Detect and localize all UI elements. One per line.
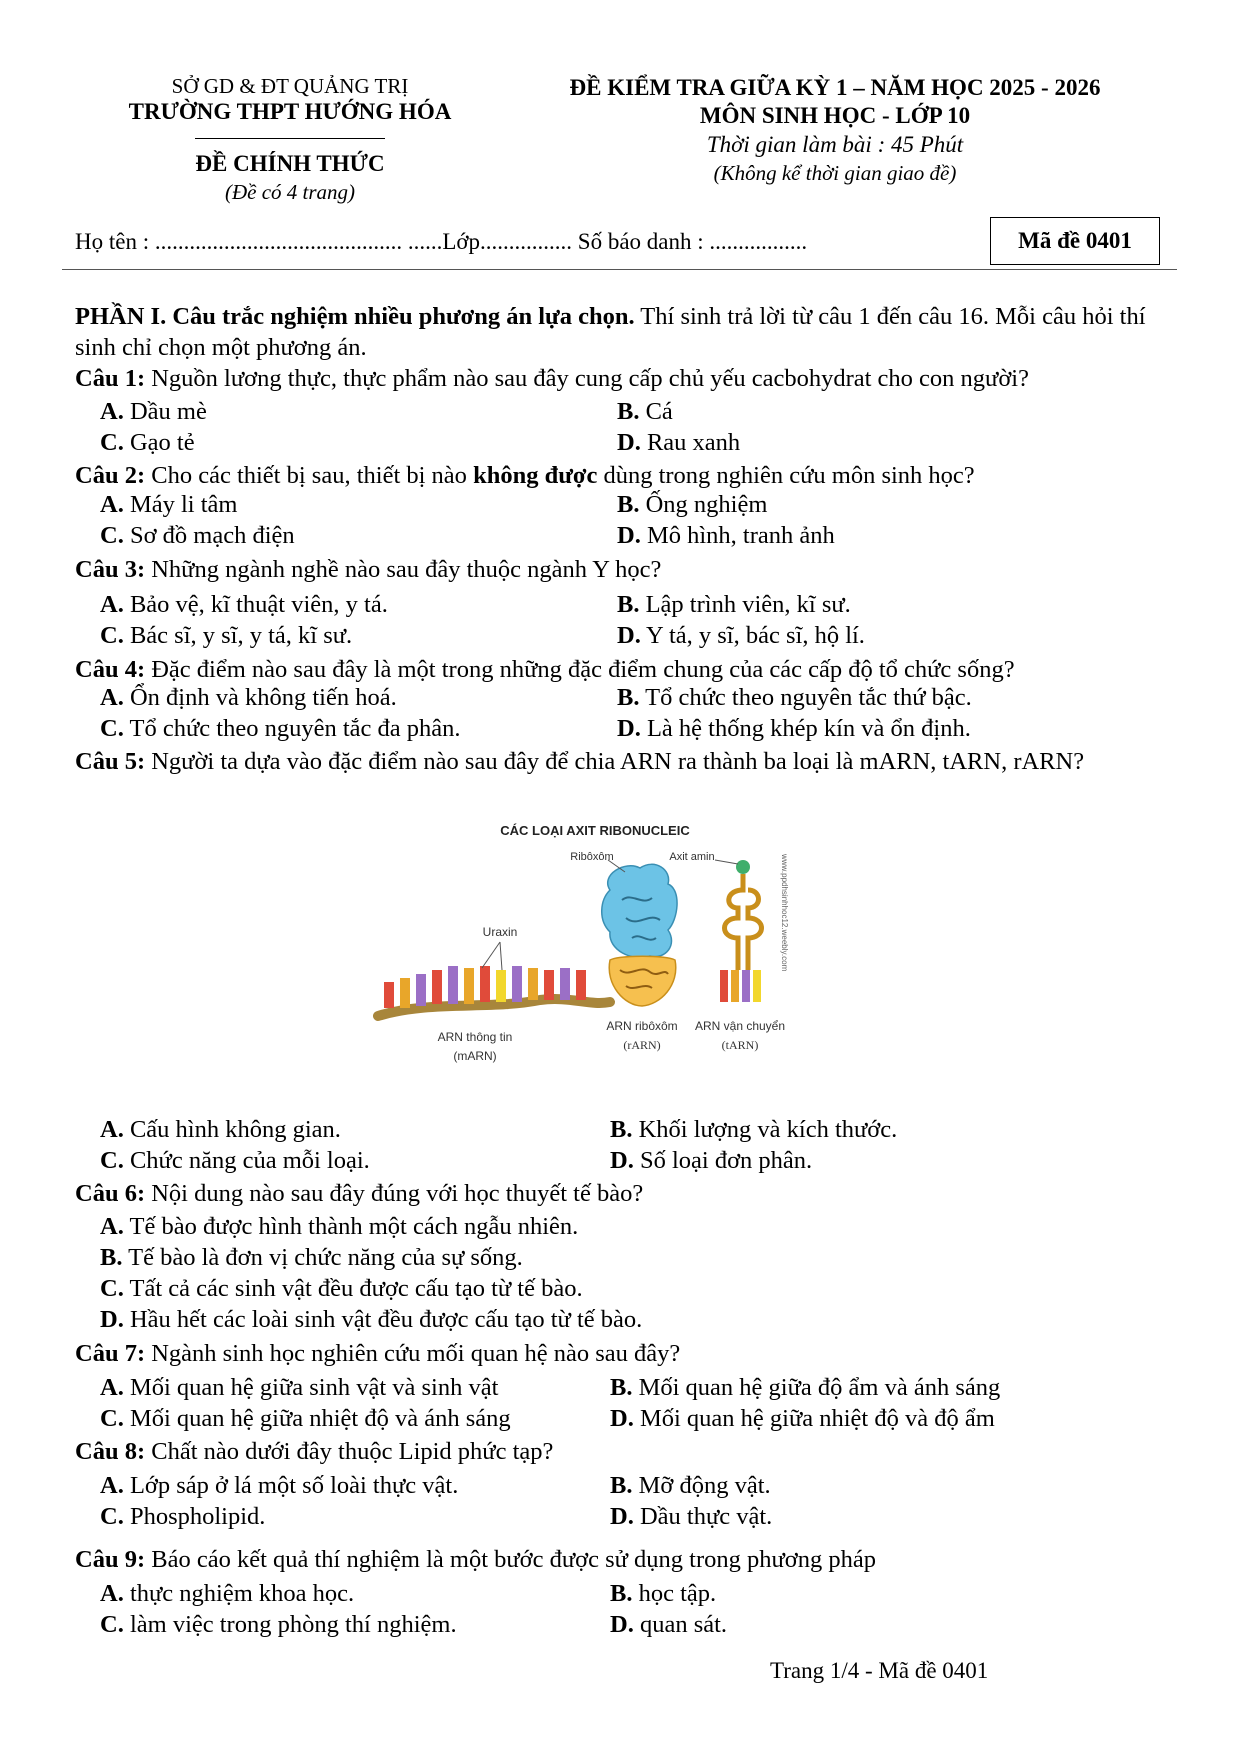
student-info-line: Họ tên : ........................................... ......Lớp................ Số báo danh : ................. bbox=[75, 229, 808, 254]
option-text: Tổ chức theo nguyên tắc thứ bậc. bbox=[645, 684, 972, 711]
option-text: Là hệ thống khép kín và ổn định. bbox=[646, 715, 971, 742]
option-b bbox=[617, 684, 972, 712]
option-letter: D. bbox=[617, 429, 641, 456]
option-letter: A. bbox=[100, 1374, 124, 1401]
option-d bbox=[610, 1611, 727, 1639]
option-text: Dầu thực vật. bbox=[639, 1503, 773, 1530]
option-letter: C. bbox=[100, 522, 124, 549]
option-d bbox=[610, 1405, 995, 1433]
rrna-label: ARN ribôxôm bbox=[606, 1019, 678, 1033]
option-text: làm việc trong phòng thí nghiệm. bbox=[129, 1611, 457, 1638]
option-b bbox=[100, 1244, 523, 1272]
page-count: (Đề có 4 trang) bbox=[224, 180, 356, 204]
option-letter: B. bbox=[617, 684, 640, 711]
option-b bbox=[617, 491, 767, 519]
option-text: Mối quan hệ giữa sinh vật và sinh vật bbox=[129, 1374, 499, 1401]
option-text: Gạo tẻ bbox=[129, 429, 195, 456]
option-letter: C. bbox=[100, 1611, 124, 1638]
exam-time-note: (Không kể thời gian giao đề) bbox=[713, 161, 957, 185]
question-text: Nguồn lương thực, thực phẩm nào sau đây cung cấp chủ yếu cacbohydrat cho con người? bbox=[145, 365, 1029, 392]
option-letter: C. bbox=[100, 1147, 124, 1174]
question-emphasis: không được bbox=[473, 462, 598, 489]
option-text: Ổn định và không tiến hoá. bbox=[129, 684, 397, 711]
option-text: Mối quan hệ giữa nhiệt độ và ánh sáng bbox=[129, 1405, 511, 1432]
option-text: Mối quan hệ giữa nhiệt độ và độ ẩm bbox=[639, 1405, 995, 1432]
option-text: Chức năng của mỗi loại. bbox=[129, 1147, 370, 1174]
school-name: TRƯỜNG THPT HƯỚNG HÓA bbox=[128, 99, 452, 124]
option-c bbox=[100, 1611, 457, 1639]
question-6 bbox=[75, 1178, 1175, 1209]
option-d bbox=[617, 429, 740, 457]
mrna-strand-graphic bbox=[378, 966, 610, 1016]
diagram-watermark: www.ppdhsinhhoc12.weebly.com bbox=[780, 854, 789, 972]
option-text: Mối quan hệ giữa độ ẩm và ánh sáng bbox=[638, 1374, 1001, 1401]
question-9 bbox=[75, 1544, 1175, 1575]
option-text: Lập trình viên, kĩ sư. bbox=[645, 591, 851, 618]
option-c bbox=[100, 429, 195, 457]
header-left bbox=[90, 74, 490, 205]
option-letter: D. bbox=[610, 1405, 634, 1432]
option-c bbox=[100, 715, 461, 743]
option-c bbox=[100, 1275, 583, 1303]
option-text: Tế bào là đơn vị chức năng của sự sống. bbox=[128, 1244, 523, 1271]
exam-time: Thời gian làm bài : 45 Phút bbox=[706, 132, 964, 157]
question-text: Ngành sinh học nghiên cứu mối quan hệ nào sau đây? bbox=[145, 1340, 681, 1367]
option-letter: A. bbox=[100, 1213, 124, 1240]
option-text: thực nghiệm khoa học. bbox=[129, 1580, 355, 1607]
option-text: Cấu hình không gian. bbox=[129, 1116, 341, 1143]
option-a bbox=[100, 591, 388, 619]
option-c bbox=[100, 1405, 511, 1433]
option-b bbox=[610, 1580, 716, 1608]
option-text: Dầu mè bbox=[129, 398, 207, 425]
question-number: Câu 6: bbox=[75, 1180, 146, 1207]
option-c bbox=[100, 1503, 265, 1531]
ribosome-label: Ribôxôm bbox=[570, 851, 614, 863]
question-number: Câu 4: bbox=[75, 656, 146, 683]
option-text: Cá bbox=[645, 398, 673, 425]
question-number: Câu 8: bbox=[75, 1438, 146, 1465]
option-text: quan sát. bbox=[639, 1611, 728, 1638]
option-text: Hầu hết các loài sinh vật đều được cấu tạo từ tế bào. bbox=[129, 1306, 643, 1333]
part-instruction-text: Thí sinh trả lời từ câu 1 đến câu 16. Mỗi câu hỏi thí sinh chỉ chọn một phương án. bbox=[75, 303, 1146, 361]
option-c bbox=[100, 622, 352, 650]
question-1 bbox=[75, 363, 1175, 394]
option-text: Tổ chức theo nguyên tắc đa phân. bbox=[129, 715, 461, 742]
option-letter: D. bbox=[617, 622, 641, 649]
option-text: Rau xanh bbox=[646, 429, 741, 456]
option-letter: D. bbox=[617, 522, 641, 549]
question-text: dùng trong nghiên cứu môn sinh học? bbox=[597, 462, 975, 489]
option-a bbox=[100, 1116, 341, 1144]
option-letter: A. bbox=[100, 398, 124, 425]
option-d bbox=[610, 1147, 812, 1175]
diagram-title: CÁC LOẠI AXIT RIBONUCLEIC bbox=[500, 823, 690, 838]
option-text: Sơ đồ mạch điện bbox=[129, 522, 295, 549]
option-a bbox=[100, 1580, 354, 1608]
option-text: Mô hình, tranh ảnh bbox=[646, 522, 835, 549]
option-d bbox=[617, 622, 865, 650]
option-letter: C. bbox=[100, 715, 124, 742]
question-text: Đặc điểm nào sau đây là một trong những đặc điểm chung của các cấp độ tổ chức sống? bbox=[145, 656, 1015, 683]
option-letter: B. bbox=[617, 591, 640, 618]
option-text: Số loại đơn phân. bbox=[639, 1147, 813, 1174]
option-letter: C. bbox=[100, 1503, 124, 1530]
option-a bbox=[100, 1213, 578, 1241]
uraxin-label: Uraxin bbox=[482, 925, 518, 939]
option-letter: B. bbox=[610, 1580, 633, 1607]
subject-title: MÔN SINH HỌC - LỚP 10 bbox=[699, 103, 971, 128]
rrna-abbr: (rARN) bbox=[623, 1038, 661, 1052]
option-letter: A. bbox=[100, 1116, 124, 1143]
question-number: Câu 3: bbox=[75, 556, 146, 583]
option-a bbox=[100, 398, 207, 426]
header-right bbox=[520, 74, 1150, 186]
option-text: Tế bào được hình thành một cách ngẫu nhiên. bbox=[129, 1213, 579, 1240]
option-letter: D. bbox=[610, 1147, 634, 1174]
option-letter: B. bbox=[610, 1374, 633, 1401]
question-2 bbox=[75, 460, 1175, 491]
header-rule bbox=[62, 269, 1177, 270]
option-b bbox=[617, 591, 851, 619]
option-text: Y tá, y sĩ, bác sĩ, hộ lí. bbox=[646, 622, 865, 649]
option-letter: D. bbox=[100, 1306, 124, 1333]
question-8 bbox=[75, 1436, 1175, 1467]
option-d bbox=[617, 715, 971, 743]
option-text: Tất cả các sinh vật đều được cấu tạo từ tế bào. bbox=[129, 1275, 583, 1302]
option-a bbox=[100, 1472, 458, 1500]
option-b bbox=[610, 1116, 897, 1144]
question-text: Báo cáo kết quả thí nghiệm là một bước được sử dụng trong phương pháp bbox=[145, 1546, 877, 1573]
official-label: ĐỀ CHÍNH THỨC bbox=[195, 151, 385, 176]
question-text: Nội dung nào sau đây đúng với học thuyết tế bào? bbox=[145, 1180, 644, 1207]
option-letter: A. bbox=[100, 1580, 124, 1607]
part-instruction bbox=[75, 301, 1175, 363]
option-a bbox=[100, 684, 397, 712]
question-text: Người ta dựa vào đặc điểm nào sau đây để chia ARN ra thành ba loại là mARN, tARN, rARN? bbox=[145, 748, 1085, 775]
question-number: Câu 1: bbox=[75, 365, 146, 392]
option-a bbox=[100, 1374, 498, 1402]
option-text: Bảo vệ, kĩ thuật viên, y tá. bbox=[129, 591, 388, 618]
question-number: Câu 9: bbox=[75, 1546, 146, 1573]
option-d bbox=[610, 1503, 772, 1531]
exam-code-box: Mã đề 0401 bbox=[990, 217, 1160, 265]
option-b bbox=[610, 1472, 771, 1500]
trna-graphic bbox=[720, 860, 762, 1002]
mrna-abbr: (mARN) bbox=[453, 1049, 497, 1063]
option-letter: A. bbox=[100, 1472, 124, 1499]
question-3 bbox=[75, 554, 1175, 585]
amino-acid-label: Axit amin bbox=[669, 851, 715, 863]
option-letter: D. bbox=[617, 715, 641, 742]
trna-label: ARN vận chuyển bbox=[694, 1019, 786, 1033]
option-text: Khối lượng và kích thước. bbox=[638, 1116, 898, 1143]
question-number: Câu 5: bbox=[75, 748, 146, 775]
option-letter: A. bbox=[100, 491, 124, 518]
option-letter: C. bbox=[100, 1275, 124, 1302]
option-letter: C. bbox=[100, 429, 124, 456]
option-letter: B. bbox=[610, 1472, 633, 1499]
question-number: Câu 7: bbox=[75, 1340, 146, 1367]
ribosome-graphic bbox=[602, 864, 677, 1006]
option-text: Ống nghiệm bbox=[645, 491, 768, 518]
question-number: Câu 2: bbox=[75, 462, 146, 489]
part-title: PHẦN I. Câu trắc nghiệm nhiều phương án lựa chọn. bbox=[75, 303, 635, 330]
option-text: Mỡ động vật. bbox=[638, 1472, 771, 1499]
trna-abbr: (tARN) bbox=[721, 1038, 759, 1052]
question-7 bbox=[75, 1338, 1175, 1369]
option-text: Phospholipid. bbox=[129, 1503, 266, 1530]
question-text: Cho các thiết bị sau, thiết bị nào bbox=[145, 462, 474, 489]
option-letter: B. bbox=[617, 491, 640, 518]
option-d bbox=[100, 1306, 642, 1334]
question-4 bbox=[75, 654, 1175, 685]
option-c bbox=[100, 1147, 370, 1175]
option-letter: D. bbox=[610, 1611, 634, 1638]
option-text: Lớp sáp ở lá một số loài thực vật. bbox=[129, 1472, 459, 1499]
option-letter: A. bbox=[100, 684, 124, 711]
option-text: Bác sĩ, y sĩ, y tá, kĩ sư. bbox=[129, 622, 353, 649]
option-d bbox=[617, 522, 835, 550]
option-letter: B. bbox=[610, 1116, 633, 1143]
question-text: Chất nào dưới đây thuộc Lipid phức tạp? bbox=[145, 1438, 554, 1465]
divider bbox=[195, 138, 385, 139]
option-text: học tập. bbox=[638, 1580, 717, 1607]
option-a bbox=[100, 491, 237, 519]
option-letter: C. bbox=[100, 1405, 124, 1432]
option-b bbox=[617, 398, 673, 426]
option-letter: B. bbox=[100, 1244, 123, 1271]
option-letter: A. bbox=[100, 591, 124, 618]
question-text: Những ngành nghề nào sau đây thuộc ngành Y học? bbox=[145, 556, 662, 583]
rna-types-diagram bbox=[370, 820, 890, 1090]
option-letter: B. bbox=[617, 398, 640, 425]
option-text: Máy li tâm bbox=[129, 491, 238, 518]
page-footer: Trang 1/4 - Mã đề 0401 bbox=[770, 1658, 989, 1683]
exam-title: ĐỀ KIỂM TRA GIỮA KỲ 1 – NĂM HỌC 2025 - 2026 bbox=[569, 75, 1101, 100]
question-5 bbox=[75, 746, 1175, 777]
option-letter: C. bbox=[100, 622, 124, 649]
option-c bbox=[100, 522, 295, 550]
option-letter: D. bbox=[610, 1503, 634, 1530]
option-b bbox=[610, 1374, 1000, 1402]
mrna-label: ARN thông tin bbox=[437, 1030, 513, 1044]
department-name: SỞ GD & ĐT QUẢNG TRỊ bbox=[171, 74, 409, 98]
